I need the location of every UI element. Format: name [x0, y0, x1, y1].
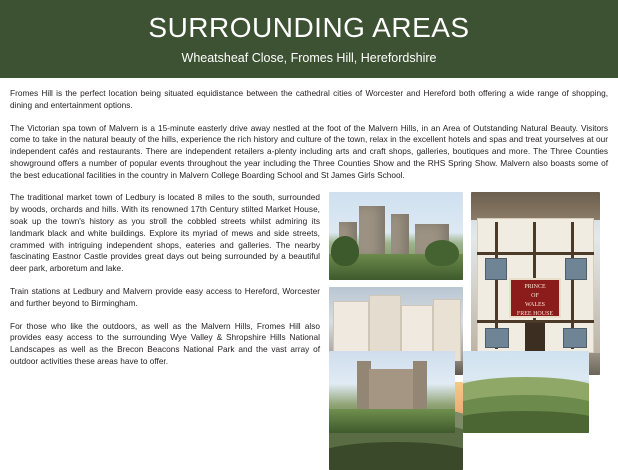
paragraph-ledbury: The traditional market town of Ledbury is located 8 miles to the south, surrounded by woods, orchards and hills. With its renowned 17th Century stilted Market House, soak up the town's history as you stroll the cobbled streets whilst admiring its landmark black and white buildings. Explore its myriad of mews and side streets, crammed with intriguing independent shops, eateries and galleries. The nearby fascinating Eastnor Castle provides great days out being surrounded by a beautiful deer park, arboretum and lake.	[10, 192, 320, 274]
cathedral-tower-icon	[391, 214, 409, 258]
paragraph-outdoors: For those who like the outdoors, as well as the Malvern Hills, Fromes Hill also provides easy access to the surrounding Wye Valley & Shropshire Hills National Landscapes as well as the Brecon Beacons National Park and the vast array of outdoor activities these areas have to offer.	[10, 320, 320, 366]
pub-sign-line-4: FREE HOUSE	[516, 311, 554, 318]
page-subtitle: Wheatsheaf Close, Fromes Hill, Herefordshire	[181, 51, 437, 66]
paragraph-malvern: The Victorian spa town of Malvern is a 15-minute easterly drive away nestled at the foot of the Malvern Hills, in an Area of Outstanding Natural Beauty. Visitors come to take in the natural beauty of the hills, experience the rich history and culture of the town, relax in the excellent hotels and spas and treat yourselves at our independent cafés and restaurants. There are independent retailers a-plenty including arts and craft shops, galleries, boutiques and more. The Three Counties showground offers a number of popular events throughout the year including the Three Counties Show and the RHS Spring Show. Malvern also boasts some of the best educational facilities in the country in Malvern College Boarding School and St James Girls School.	[10, 122, 608, 180]
countryside-valley-photo	[463, 351, 589, 433]
pub-window	[485, 258, 507, 280]
timber-beam	[477, 252, 594, 255]
castle-turret	[413, 361, 427, 411]
paragraph-intro: Fromes Hill is the perfect location being situated equidistance between the cathedral cities of Worcester and Hereford both offering a wide range of shopping, dining and entertainment options.	[10, 88, 608, 110]
castle-keep	[369, 369, 413, 411]
tree-icon	[331, 236, 359, 266]
cathedral-tower-icon	[359, 206, 385, 258]
pub-window	[563, 328, 587, 348]
cathedral-photo	[329, 192, 463, 280]
paragraph-train-stations: Train stations at Ledbury and Malvern provide easy access to Hereford, Worcester and further beyond to Birmingham.	[10, 285, 320, 308]
pub-window	[565, 258, 587, 280]
intro-text-block	[0, 78, 618, 181]
prince-of-wales-pub-photo	[471, 192, 600, 375]
castle-lawn	[329, 409, 455, 433]
bottom-photo-row	[329, 351, 589, 433]
pub-door	[525, 323, 545, 353]
hill-ridge	[329, 442, 463, 470]
pub-sign-line-3: WALES	[525, 302, 545, 309]
tree-icon	[425, 240, 459, 266]
pub-sign-line-1: PRINCE	[524, 284, 546, 291]
page-header-banner	[0, 0, 618, 78]
lower-text-column	[10, 192, 320, 470]
pub-window	[485, 328, 509, 348]
field-band	[463, 411, 589, 433]
page-title: SURROUNDING AREAS	[148, 11, 470, 43]
pub-sign-line-2: OF	[531, 293, 539, 300]
pub-roof	[471, 192, 600, 220]
eastnor-castle-photo	[329, 351, 455, 433]
pub-sign	[509, 278, 561, 318]
